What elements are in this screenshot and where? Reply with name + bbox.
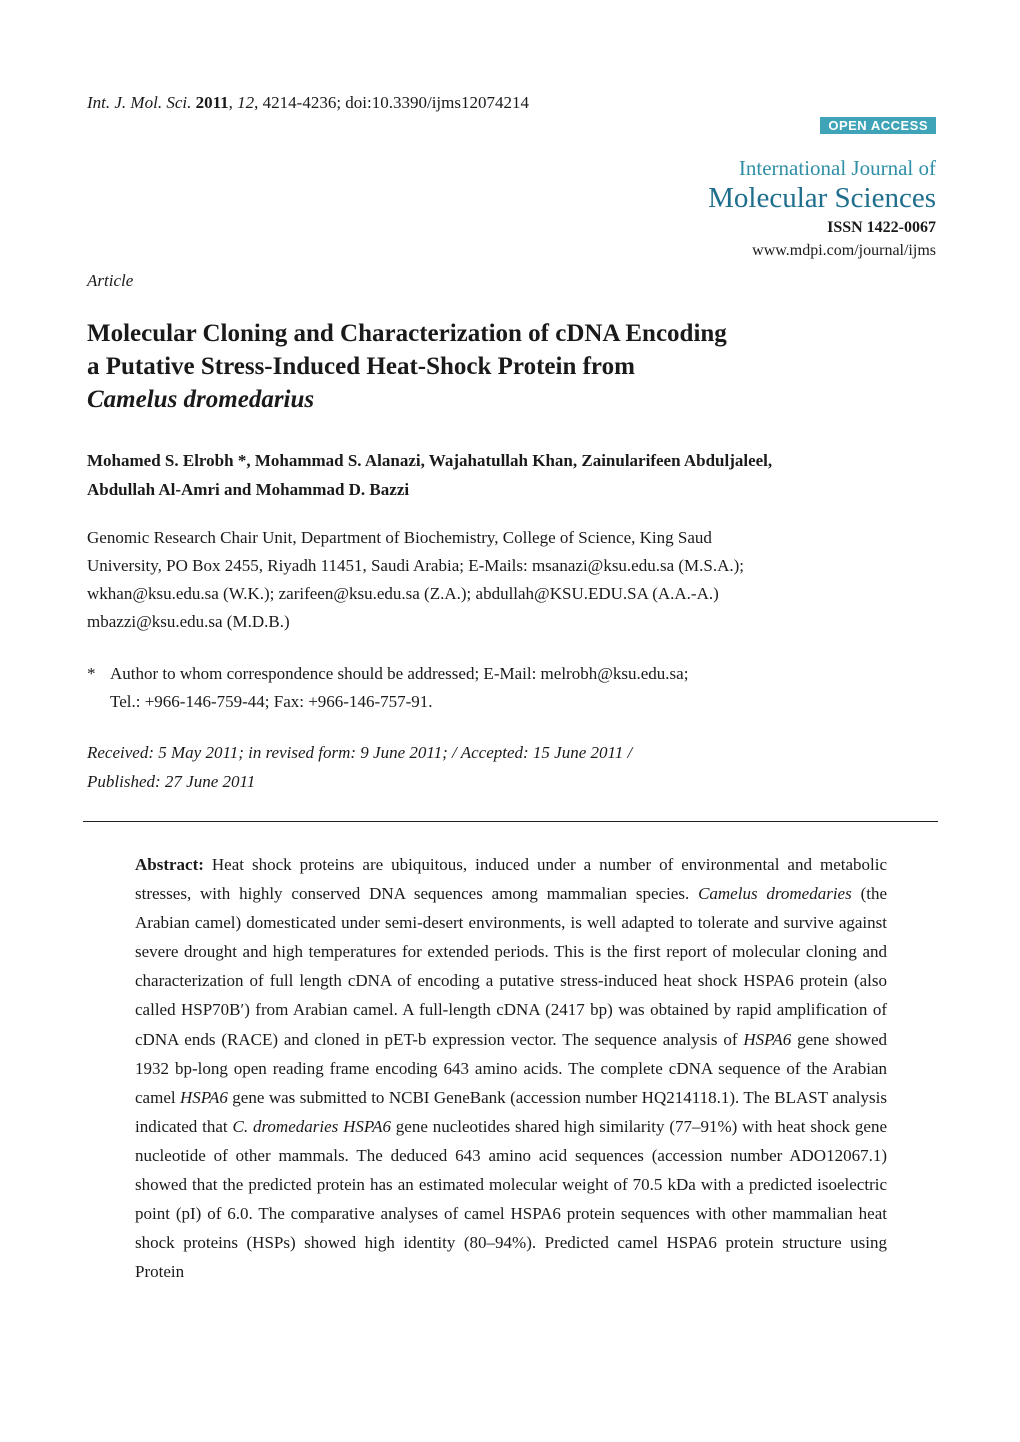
section-divider (83, 821, 938, 822)
article-title (87, 317, 937, 416)
affiliation (87, 524, 937, 636)
abstract-text: Heat shock proteins are ubiquitous, induced under a number of environmental and metabolic stresses, with highly conserved DNA sequences among mammalian species. (135, 855, 887, 904)
abstract-text: gene was submitted to NCBI GeneBank (accession number HQ214118.1). The BLAST analysis indicated that (135, 1087, 887, 1136)
pub-year: 2011 (195, 93, 229, 112)
affiliation-line2: University, PO Box 2455, Riyadh 11451, Saudi Arabia; E-Mails: msanazi@ksu.edu.sa (M.S.A.); (87, 556, 745, 575)
correspondence-line2: Tel.: +966-146-759-44; Fax: +966-146-757-91. (110, 692, 433, 711)
title-line1: Molecular Cloning and Characterization of cDNA Encoding (87, 320, 727, 347)
publication-dates (87, 738, 937, 796)
dates-line1: Received: 5 May 2011; in revised form: 9 June 2011; / Accepted: 15 June 2011 / (87, 743, 633, 762)
title-line3: Camelus dromedarius (87, 386, 315, 413)
correspondence-marker: * (87, 664, 96, 683)
article-type: Article (87, 271, 134, 290)
affiliation-line4: mbazzi@ksu.edu.sa (M.D.B.) (87, 612, 290, 631)
authors-line2: Abdullah Al-Amri and Mohammad D. Bazzi (87, 480, 410, 499)
citation-line: Int. J. Mol. Sci. 2011, 12, 4214-4236; doi:10.3390/ijms12074214 (87, 93, 529, 112)
correspondence-line1: Author to whom correspondence should be addressed; E-Mail: melrobh@ksu.edu.sa; (110, 664, 689, 683)
authors-line1: Mohamed S. Elrobh *, Mohammad S. Alanazi, Wajahatullah Khan, Zainularifeen Abduljaleel, (87, 451, 773, 470)
issn: ISSN 1422-0067 (827, 219, 936, 236)
title-line2: a Putative Stress-Induced Heat-Shock Protein from (87, 353, 635, 380)
author-list (87, 446, 937, 504)
dates-line2: Published: 27 June 2011 (87, 772, 256, 791)
abstract-italic-gene: C. dromedaries HSPA6 (232, 1116, 391, 1136)
affiliation-line1: Genomic Research Chair Unit, Department of Biochemistry, College of Science, King Saud (87, 528, 712, 547)
journal-abbrev: Int. J. Mol. Sci. (87, 93, 192, 112)
volume: 12 (237, 93, 255, 112)
abstract-text: gene nucleotides shared high similarity (77–91%) with heat shock gene nucleotide of other mammals. The deduced 643 amino acid sequences (accession number ADO12067.1) showed that the predicted protein has an estimated molecular weight of 70.5 kDa with a predicted isoelectric point (pI) of 6.0. The comparative analyses of camel HSPA6 protein sequences with other mammalian heat shock proteins (HSPs) showed high identity (80–94%). Predicted camel HSPA6 protein structure using Protein (135, 1116, 887, 1282)
journal-name-line1: International Journal of (738, 156, 936, 180)
abstract-italic-gene: HSPA6 (180, 1087, 228, 1107)
journal-name-line2: Molecular Sciences (708, 182, 936, 214)
abstract-label: Abstract: (135, 855, 204, 874)
pages-doi: , 4214-4236; doi:10.3390/ijms12074214 (254, 93, 529, 112)
abstract-italic-species: Camelus dromedaries (698, 884, 852, 904)
open-access-badge: OPEN ACCESS (820, 117, 936, 134)
abstract (135, 850, 887, 1286)
abstract-text: (the Arabian camel) domesticated under semi-desert environments, is well adapted to tolerate and survive against severe drought and high temperatures for extended periods. This is the first report of molecular cloning and characterization of full length cDNA of encoding a putative stress-induced heat shock HSPA6 protein (also called HSP70B′) from Arabian camel. A full-length cDNA (2417 bp) was obtained by rapid amplification of cDNA ends (RACE) and cloned in pET-b expression vector. The sequence analysis of (135, 884, 887, 1049)
abstract-text: gene showed 1932 bp-long open reading frame encoding 643 amino acids. The complete cDNA sequence of the Arabian camel (135, 1029, 888, 1107)
journal-url[interactable]: www.mdpi.com/journal/ijms (752, 242, 936, 259)
abstract-italic-gene: HSPA6 (743, 1029, 792, 1049)
affiliation-line3: wkhan@ksu.edu.sa (W.K.); zarifeen@ksu.edu.sa (Z.A.); abdullah@KSU.EDU.SA (A.A.-A.) (87, 584, 719, 603)
